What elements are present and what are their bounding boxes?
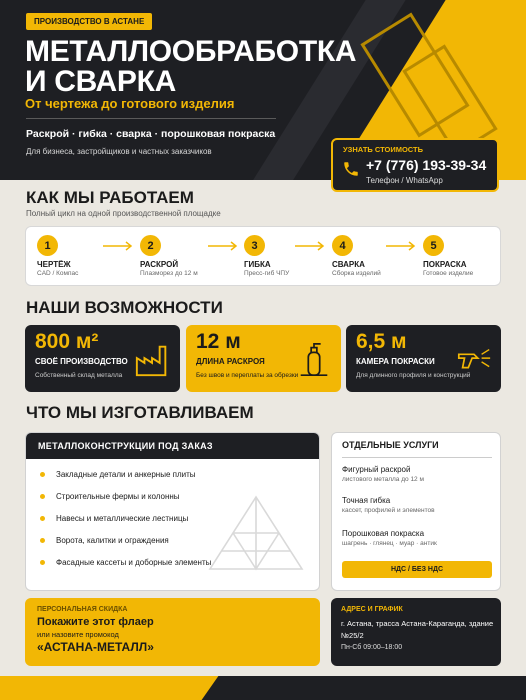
promo-headline: Покажите этот флаер: [37, 616, 154, 628]
step-name: ПОКРАСКА: [423, 260, 467, 269]
service-item: [342, 496, 435, 514]
capabilities-heading: НАШИ ВОЗМОЖНОСТИ: [26, 298, 223, 317]
process-subheading: Полный цикл на одной производственной площадке: [26, 209, 221, 218]
step-name: СВАРКА: [332, 260, 365, 269]
step-drawing: [37, 235, 107, 277]
step-number: 1: [37, 235, 58, 256]
service-desc: шагрень · глянец · муар · антик: [342, 540, 437, 547]
arrow-right-icon: [102, 241, 134, 251]
step-number: 2: [140, 235, 161, 256]
cta-label: УЗНАТЬ СТОИМОСТЬ: [343, 145, 424, 154]
list-item: [40, 470, 196, 479]
capability-name: СВОЁ ПРОИЗВОДСТВО: [35, 357, 128, 366]
step-desc: Плазморез до 12 м: [140, 270, 198, 277]
location-badge: ПРОИЗВОДСТВО В АСТАНЕ: [26, 13, 152, 30]
capability-desc: Собственный склад металла: [35, 372, 123, 379]
capability-name: ДЛИНА РАСКРОЯ: [196, 357, 265, 366]
divider: [26, 118, 276, 119]
factory-icon: [134, 341, 172, 379]
list-item: [40, 514, 188, 523]
bullet: [40, 560, 45, 565]
contact-channel: Телефон / WhatsApp: [366, 176, 443, 185]
products-panel-header: МЕТАЛЛОКОНСТРУКЦИИ ПОД ЗАКАЗ: [26, 433, 319, 459]
bullet: [40, 538, 45, 543]
promo-label: ПЕРСОНАЛЬНАЯ СКИДКА: [37, 606, 128, 613]
step-desc: Пресс-гиб ЧПУ: [244, 270, 290, 277]
step-name: ГИБКА: [244, 260, 271, 269]
products-panel: [25, 432, 320, 591]
service-desc: кассет, профилей и элементов: [342, 507, 435, 514]
arrow-right-icon: [207, 241, 239, 251]
address-block: [331, 598, 501, 666]
capability-name: КАМЕРА ПОКРАСКИ: [356, 357, 435, 366]
capability-value: 800 м²: [35, 330, 99, 353]
list-item-label: Навесы и металлические лестницы: [56, 514, 189, 523]
spray-gun-icon: [455, 341, 493, 379]
capability-desc: Без швов и переплаты за обрезки: [196, 372, 299, 379]
process-steps: [25, 226, 501, 286]
list-item-label: Ворота, калитки и ограждения: [56, 536, 169, 545]
capability-value: 6,5 м: [356, 330, 407, 353]
list-item: [40, 558, 211, 567]
service-item: [342, 529, 437, 547]
list-item: [40, 536, 169, 545]
price-cta[interactable]: [331, 138, 499, 192]
step-number: 5: [423, 235, 444, 256]
title-line-1: МЕТАЛЛООБРАБОТКА: [25, 35, 357, 68]
step-desc: Готовое изделие: [423, 270, 474, 277]
capability-card-painting: [346, 325, 501, 392]
step-desc: Сборка изделий: [332, 270, 381, 277]
service-name: Фигурный раскрой: [342, 465, 411, 474]
page-subtitle: От чертежа до готового изделия: [25, 96, 235, 111]
step-painting: [423, 235, 493, 277]
divider: [342, 457, 492, 458]
arrow-right-icon: [294, 241, 326, 251]
gas-cylinder-icon: [295, 341, 333, 379]
service-desc: листового металла до 12 м: [342, 476, 424, 483]
page-title: [25, 37, 356, 97]
phone-icon: [342, 160, 360, 178]
bullet: [40, 516, 45, 521]
title-line-2: И СВАРКА: [25, 65, 176, 98]
working-hours: Пн-Сб 09:00–18:00: [341, 644, 403, 651]
service-name: Точная гибка: [342, 496, 391, 505]
list-item: [40, 492, 180, 501]
arrow-right-icon: [385, 241, 417, 251]
capability-desc: Для длинного профиля и конструкций: [356, 372, 471, 379]
vat-badge: НДС / БЕЗ НДС: [342, 561, 492, 578]
bullet: [40, 472, 45, 477]
services-panel: [331, 432, 501, 591]
bullet: [40, 494, 45, 499]
step-number: 4: [332, 235, 353, 256]
footer-accent: [0, 676, 218, 700]
services-panel-header: ОТДЕЛЬНЫЕ УСЛУГИ: [342, 440, 439, 450]
capability-card-cutting: [186, 325, 341, 392]
audience-line: Для бизнеса, застройщиков и частных заказчиков: [26, 147, 212, 156]
process-heading: КАК МЫ РАБОТАЕМ: [26, 188, 194, 207]
phone-number[interactable]: +7 (776) 193-39-34: [366, 157, 487, 173]
address-label: АДРЕС И ГРАФИК: [341, 606, 403, 613]
promo-subline: или назовите промокод: [37, 630, 119, 639]
list-item-label: Закладные детали и анкерные плиты: [56, 470, 196, 479]
service-item: [342, 465, 424, 483]
step-name: ЧЕРТЁЖ: [37, 260, 71, 269]
step-desc: CAD / Компас: [37, 270, 79, 277]
capability-value: 12 м: [196, 330, 241, 353]
step-number: 3: [244, 235, 265, 256]
list-item-label: Фасадные кассеты и доборные элементы: [56, 558, 212, 567]
step-cutting: [140, 235, 210, 277]
list-item-label: Строительные фермы и колонны: [56, 492, 180, 501]
step-name: РАСКРОЙ: [140, 260, 179, 269]
promo-block: [25, 598, 320, 666]
address-text: г. Астана, трасса Астана-Караганда, здание №25/2: [341, 619, 494, 640]
service-name: Порошковая покраска: [342, 529, 425, 538]
truss-icon: [206, 493, 306, 573]
services-line: Раскрой · гибка · сварка · порошковая покраска: [26, 128, 276, 140]
products-heading: ЧТО МЫ ИЗГОТАВЛИВАЕМ: [26, 403, 254, 422]
promo-code: «АСТАНА-МЕТАЛЛ»: [37, 640, 154, 654]
footer-stripe: [0, 676, 526, 700]
capability-card-production: [25, 325, 180, 392]
